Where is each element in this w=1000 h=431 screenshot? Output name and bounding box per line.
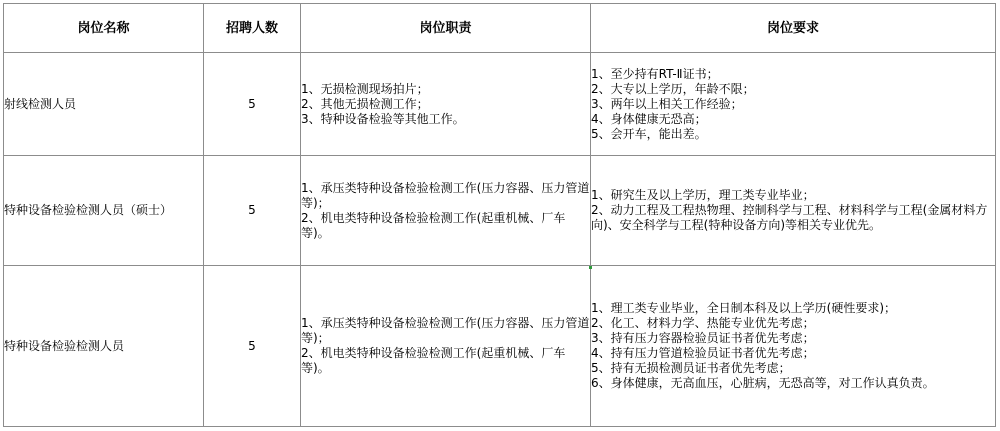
requirement-line: 5、持有无损检测员证书者优先考虑； — [591, 361, 791, 375]
position-name-cell: 特种设备检验检测人员（硕士） — [4, 156, 204, 266]
table-row — [4, 266, 996, 427]
header-requirements: 岗位要求 — [591, 4, 996, 53]
requirement-line: 3、持有压力容器检验员证书者优先考虑； — [591, 331, 815, 345]
table-row — [4, 53, 996, 156]
headcount-cell: 5 — [204, 266, 301, 427]
requirement-line: 5、会开车，能出差。 — [591, 126, 707, 141]
header-row — [4, 4, 996, 53]
header-headcount: 招聘人数 — [204, 4, 301, 53]
requirement-line: 3、两年以上相关工作经验； — [591, 96, 743, 111]
requirements-cell — [591, 266, 996, 427]
cell-selection-marker — [589, 266, 592, 269]
headcount-cell: 5 — [204, 156, 301, 266]
requirement-line: 1、至少持有RT-Ⅱ证书； — [591, 66, 719, 81]
requirement-line: 1、理工类专业毕业，全日制本科及以上学历(硬性要求)； — [591, 301, 897, 315]
header-position-name: 岗位名称 — [4, 4, 204, 53]
requirements-cell — [591, 53, 996, 156]
headcount-cell: 5 — [204, 53, 301, 156]
duty-line: 3、特种设备检验等其他工作。 — [301, 111, 465, 126]
duty-line: 2、其他无损检测工作； — [301, 96, 429, 111]
duty-line: 1、承压类特种设备检验检测工作(压力容器、压力管道等)； — [301, 316, 590, 345]
requirement-line: 4、身体健康无恐高； — [591, 111, 707, 126]
requirement-line: 4、持有压力管道检验员证书者优先考虑； — [591, 346, 815, 360]
duties-cell — [301, 266, 591, 427]
table-row — [4, 156, 996, 266]
duty-line: 2、机电类特种设备检验检测工作(起重机械、厂车等)。 — [301, 346, 566, 375]
duties-cell — [301, 53, 591, 156]
duty-line: 1、无损检测现场拍片； — [301, 81, 429, 96]
duties-cell — [301, 156, 591, 266]
recruitment-table — [3, 3, 996, 427]
position-name-cell: 射线检测人员 — [4, 53, 204, 156]
requirement-line: 2、动力工程及工程热物理、控制科学与工程、材料科学与工程(金属材料方向)、安全科学与工程(特种设备方向)等相关专业优先。 — [591, 203, 988, 232]
position-name-cell: 特种设备检验检测人员 — [4, 266, 204, 427]
duty-line: 1、承压类特种设备检验检测工作(压力容器、压力管道等)； — [301, 180, 590, 210]
requirement-line: 6、身体健康，无高血压，心脏病，无恐高等，对工作认真负责。 — [591, 376, 935, 390]
header-duties: 岗位职责 — [301, 4, 591, 53]
requirements-cell — [591, 156, 996, 266]
requirement-line: 2、化工、材料力学、热能专业优先考虑； — [591, 316, 815, 330]
duty-line: 2、机电类特种设备检验检测工作(起重机械、厂车等)。 — [301, 210, 566, 240]
requirement-line: 1、研究生及以上学历，理工类专业毕业； — [591, 188, 815, 202]
requirement-line: 2、大专以上学历，年龄不限； — [591, 81, 755, 96]
